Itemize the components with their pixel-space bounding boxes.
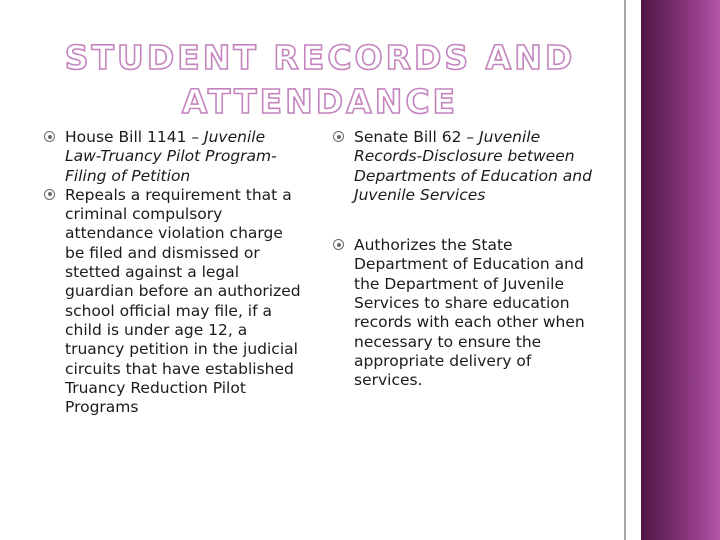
bullet-senate-bill-62 [333,128,601,205]
bullet-text: Authorizes the State Department of Education and the Department of Juvenile Services to share education records with each other when necessary to ensure the appropriate delivery of services. [354,236,585,390]
bullet-text: Repeals a requirement that a criminal compulsory attendance violation charge be filed and dismissed or stetted against a legal guardian before an authorized school official may file, if a child is under age 12, a truancy petition in the judicial circuits that have established Truancy Reduction Pilot Programs [65,185,301,417]
bullet-repeals-requirement [44,186,306,418]
bullet-house-bill-1141 [44,128,306,186]
right-column [333,128,601,391]
bill-name: House Bill 1141 – [65,128,205,146]
circled-dot-icon [333,239,344,250]
bill-subject: Juvenile Law-Truancy Pilot Program-Filing of Petition [65,128,277,185]
circled-dot-icon [44,131,55,142]
left-column [44,128,306,417]
circled-dot-icon [44,189,55,200]
bill-subject: Juvenile Records-Disclosure between Departments of Education and Juvenile Services [354,128,592,204]
bullet-authorizes-sharing [333,236,601,390]
circled-dot-icon [333,131,344,142]
side-divider [624,0,626,540]
bill-name: Senate Bill 62 – [354,128,480,146]
side-accent-band [641,0,720,540]
slide-title: STUDENT RECORDS AND ATTENDANCE [64,38,576,121]
